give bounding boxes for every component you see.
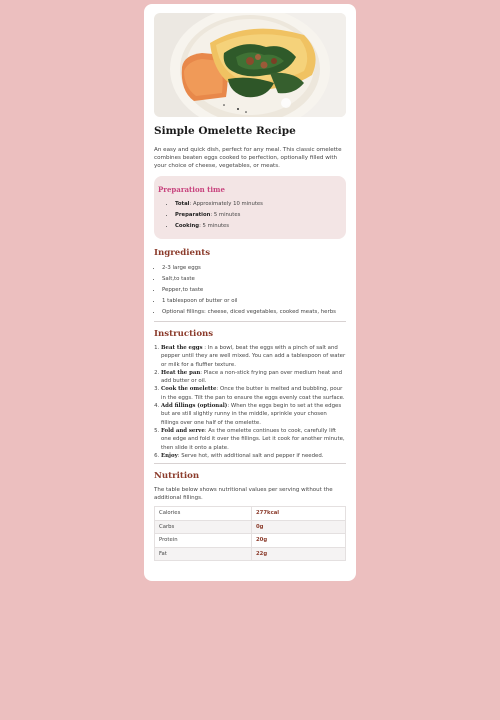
nutrition-table xyxy=(154,506,346,561)
ingredients-list xyxy=(154,263,346,318)
preparation-time-box xyxy=(154,176,346,239)
preparation-heading: Preparation time xyxy=(158,185,225,194)
instruction-step: 3. Cook the omelette: Once the butter is melted and bubbling, pour in the eggs. Tilt the pan to ensure the eggs evenly coat the surface. xyxy=(161,385,346,402)
instruction-step: 5. Fold and serve: As the omelette continues to cook, carefully lift one edge and fold it over the fillings. Let it cook for another minute, then slide it onto a plate. xyxy=(161,427,346,452)
divider xyxy=(154,321,346,322)
list-item: • 1 tablespoon of butter or oil xyxy=(162,296,346,307)
nutrient-name: Protein xyxy=(155,534,252,548)
nutrition-heading: Nutrition xyxy=(154,471,200,482)
instruction-step: 1. Beat the eggs : In a bowl, beat the eggs with a pinch of salt and pepper until they are well mixed. You can add a tablespoon of water or milk for a fluffier texture. xyxy=(161,344,346,369)
prep-item-preparation: • Preparation: 5 minutes xyxy=(175,210,342,221)
recipe-card xyxy=(144,4,356,581)
nutrient-value: 20g xyxy=(252,534,346,548)
instruction-step: 4. Add fillings (optional): When the eggs begin to set at the edges but are still slightly runny in the middle, sprinkle your chosen fillings over one half of the omelette. xyxy=(161,402,346,427)
preparation-list xyxy=(158,199,342,232)
nutrient-name: Fat xyxy=(155,547,252,561)
list-item: • Salt,to taste xyxy=(162,274,346,285)
prep-item-cooking: • Cooking: 5 minutes xyxy=(175,221,342,232)
instructions-list xyxy=(154,344,346,460)
nutrient-value: 0g xyxy=(252,520,346,534)
nutrition-intro: The table below shows nutritional values per serving without the additional fillings. xyxy=(154,487,333,502)
nutrient-value: 22g xyxy=(252,547,346,561)
instruction-step: 2. Heat the pan: Place a non-stick frying pan over medium heat and add butter or oil. xyxy=(161,369,346,386)
prep-item-total: • Total: Approximately 10 minutes xyxy=(175,199,342,210)
list-item: • Pepper,to taste xyxy=(162,285,346,296)
table-row xyxy=(155,547,346,561)
table-row xyxy=(155,534,346,548)
omelette-photo xyxy=(154,13,346,117)
recipe-title: Simple Omelette Recipe xyxy=(154,125,296,137)
list-item: • 2-3 large eggs xyxy=(162,263,346,274)
ingredients-heading: Ingredients xyxy=(154,248,211,258)
table-row xyxy=(155,520,346,534)
nutrient-name: Calories xyxy=(155,507,252,521)
divider xyxy=(154,463,346,464)
table-row xyxy=(155,507,346,521)
nutrient-value: 277kcal xyxy=(252,507,346,521)
list-item: • Optional fillings: cheese, diced vegetables, cooked meats, herbs xyxy=(162,307,346,318)
instruction-step: 6. Enjoy: Serve hot, with additional salt and pepper if needed. xyxy=(161,452,346,460)
instructions-heading: Instructions xyxy=(154,329,214,339)
recipe-intro: An easy and quick dish, perfect for any meal. This classic omelette combines beaten eggs cooked to perfection, optionally filled with your choice of cheese, vegetables, or meats. xyxy=(154,147,342,169)
nutrient-name: Carbs xyxy=(155,520,252,534)
